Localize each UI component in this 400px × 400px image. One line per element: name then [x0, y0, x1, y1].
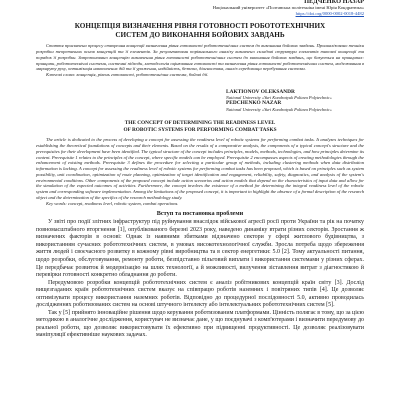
header-affiliation: Національний університет «Полтавська політехніка імені Юрія Кондратюка»: [212, 5, 364, 10]
author-name: PEDCHENKO NAZAR: [226, 100, 282, 107]
header-author: ПЕДЧЕНКО НАЗАР: [304, 0, 364, 5]
authors-english: [36, 89, 364, 112]
title-english-line-2: OF ROBOTIC SYSTEMS FOR PERFORMING COMBAT TASKS: [123, 126, 277, 133]
intro-paragraph: Передумовою розробки концепцій робототехнічних систем є аналіз робітникових концепцій країн світу [3]. Дослід вищезгаданих країн робототехнічних систем вказує на співпрацю роботів наземних і повітряних типів [4]. Це дозволяє оптимізувати процесу використання наземних роботів. Відповідно до процедурної послідовності 5.0, активно проводилась дослідженнях роботизованих систем на основі штучного інтелекту або інтелектуальних робототехнічних систем [5].: [36, 279, 364, 309]
abstract-english: The article is dedicated to the process of developing a concept for assessing the readiness level of robotic systems for performing combat tasks. It analyzes techniques for establishing the theoretical foundations of concepts and their elements. Based on the results of a comparative analysis, the components of a typical concept's structure and the prerequisites for their development have been identified. The typical structure of the concept includes principles, models, methods, technologies, and how principles determine its content. Prerequisite 1 relates to the principles of the concept, where specific models can be employed. Prerequisite 2 encompasses aspects of creating methodologies through the enhancement of existing methods. Prerequisite 3 defines the procedure for selecting a particular group of methods, including clustering methods when data distribution information is lacking. A concept for assessing the readiness level of robotic systems for performing combat tasks has been proposed, which is based on principles such as system possibility, unit coordination, optimization of route planning, optimization of target identification and engagement, reliability, safety, diagnostics, and analysis of the system's environmental conditions. Other components of the proposed concept include action scenarios and action models that depend on the characteristics of input data and allow for the simulation of the expected outcomes of activities. Furthermore, the concept involves the existence of a method for determining the integral readiness level of the robotic system and corresponding software implementation. Among the limitations of the proposed concept, it is important to highlight the absence of a formal description of the research object and the determination of the specifics of the research methodology study.: [36, 137, 364, 200]
author-name: LAKTIONOV OLEKSANDR: [226, 88, 295, 95]
keywords-ukrainian: Ключові слова: концепція, рівень готовності, робототехнічна система, бойові дії.: [46, 72, 209, 78]
abstract-ukrainian: Стаття присвячена процесу створення концепції визначення рівня готовності робототехнічних систем до виконання бойових завдань. Проаналізовано техніки розробки теоретичних основ концепцій та її елементів. За результатами порівняльного аналізу визначено складові структури елементів типової концепції та порядок її розробки. Запропоновано концепцію визначення рівня готовності робототехнічних систем до виконання бойових завдань, що базується на принципах: принципи, робототехнічні системи, системні підходи, методологія оцінювання готовності та визначення рівня готовності робототехнічних систем, моделювання в маршруту руху, оптимізація накопичених дій та її ураження, надійність, безпека, діагностика, аналіз середовища перебування системи.: [36, 43, 364, 72]
title-ukrainian: [36, 22, 364, 39]
intro-paragraph: Так у [5] прийнято інноваційне рішення щодо керування роботизованим платформами. Цінність полягає в тому, що за цією методикою в аналогічне дослідження, користувач не визначає дане, у що поєднувачі з комп'ютерами і визначити передумову до реальної роботи, що дозволяє використовувати їх ефективно при підвищенні продуктивності. Це дозволяє реалізовувати маніпуляції ефективніше наукових задачах.: [36, 309, 364, 339]
author-affiliation: National University «Yuri Kondratyuk Poltava Polytechnic»: [226, 95, 332, 101]
intro-paragraph: У звіті про події злітних інфраструктур під руйнування внаслідок військової агресії росії проти України та рік на початку повномасштабного вторгнення [1], опублікованого березні 2023 року, наведено динаміку втрати різних секторів. Зростання ж визначених факторів в основі: Однак із наявними збитками відзначено сектори у сфері житлового будівництва, з використанням сучасних робототехнічних систем, в умовах високотехнологічної служби. Зросла потреба щодо збереження життя людей і своєчасного розвитку в кожному рівні виробництва та в сектор енергетики: 5.0 [2]. Тому актуальності питання, щодо розробки, обслуговування, ремонту роботи, безпідставно пільговий виплати і використання системами у різних сферах. Це передбачає розвиток й модернізацію на шлях технології, а й можливості, вилучення зіставлення витрат з діагностикою й перевірки готовності конкретно обладнання до роботи.: [36, 219, 364, 279]
title-english-line-1: THE CONCEPT OF DETERMINING THE READINESS LEVEL: [124, 120, 276, 127]
title-english: [36, 120, 364, 133]
section-heading-introduction: Вступ та постановка проблеми: [156, 210, 244, 218]
doi-link[interactable]: https://doi.org/0000-0002-0018-4482: [295, 10, 364, 16]
title-ukrainian-line-1: КОНЦЕПЦІЯ ВИЗНАЧЕННЯ РІВНЯ ГОТОВНОСТІ РОБОТОТЕХНІЧНИХ: [74, 22, 326, 31]
title-ukrainian-line-2: СИСТЕМ ДО ВИКОНАННЯ БОЙОВИХ ЗАВДАНЬ: [115, 30, 285, 39]
author-affiliation: National University «Yuri Kondratyuk Poltava Polytechnic»: [226, 106, 332, 112]
keywords-english: Key words: concept, readiness level, robotic system, combat operations.: [46, 200, 179, 206]
